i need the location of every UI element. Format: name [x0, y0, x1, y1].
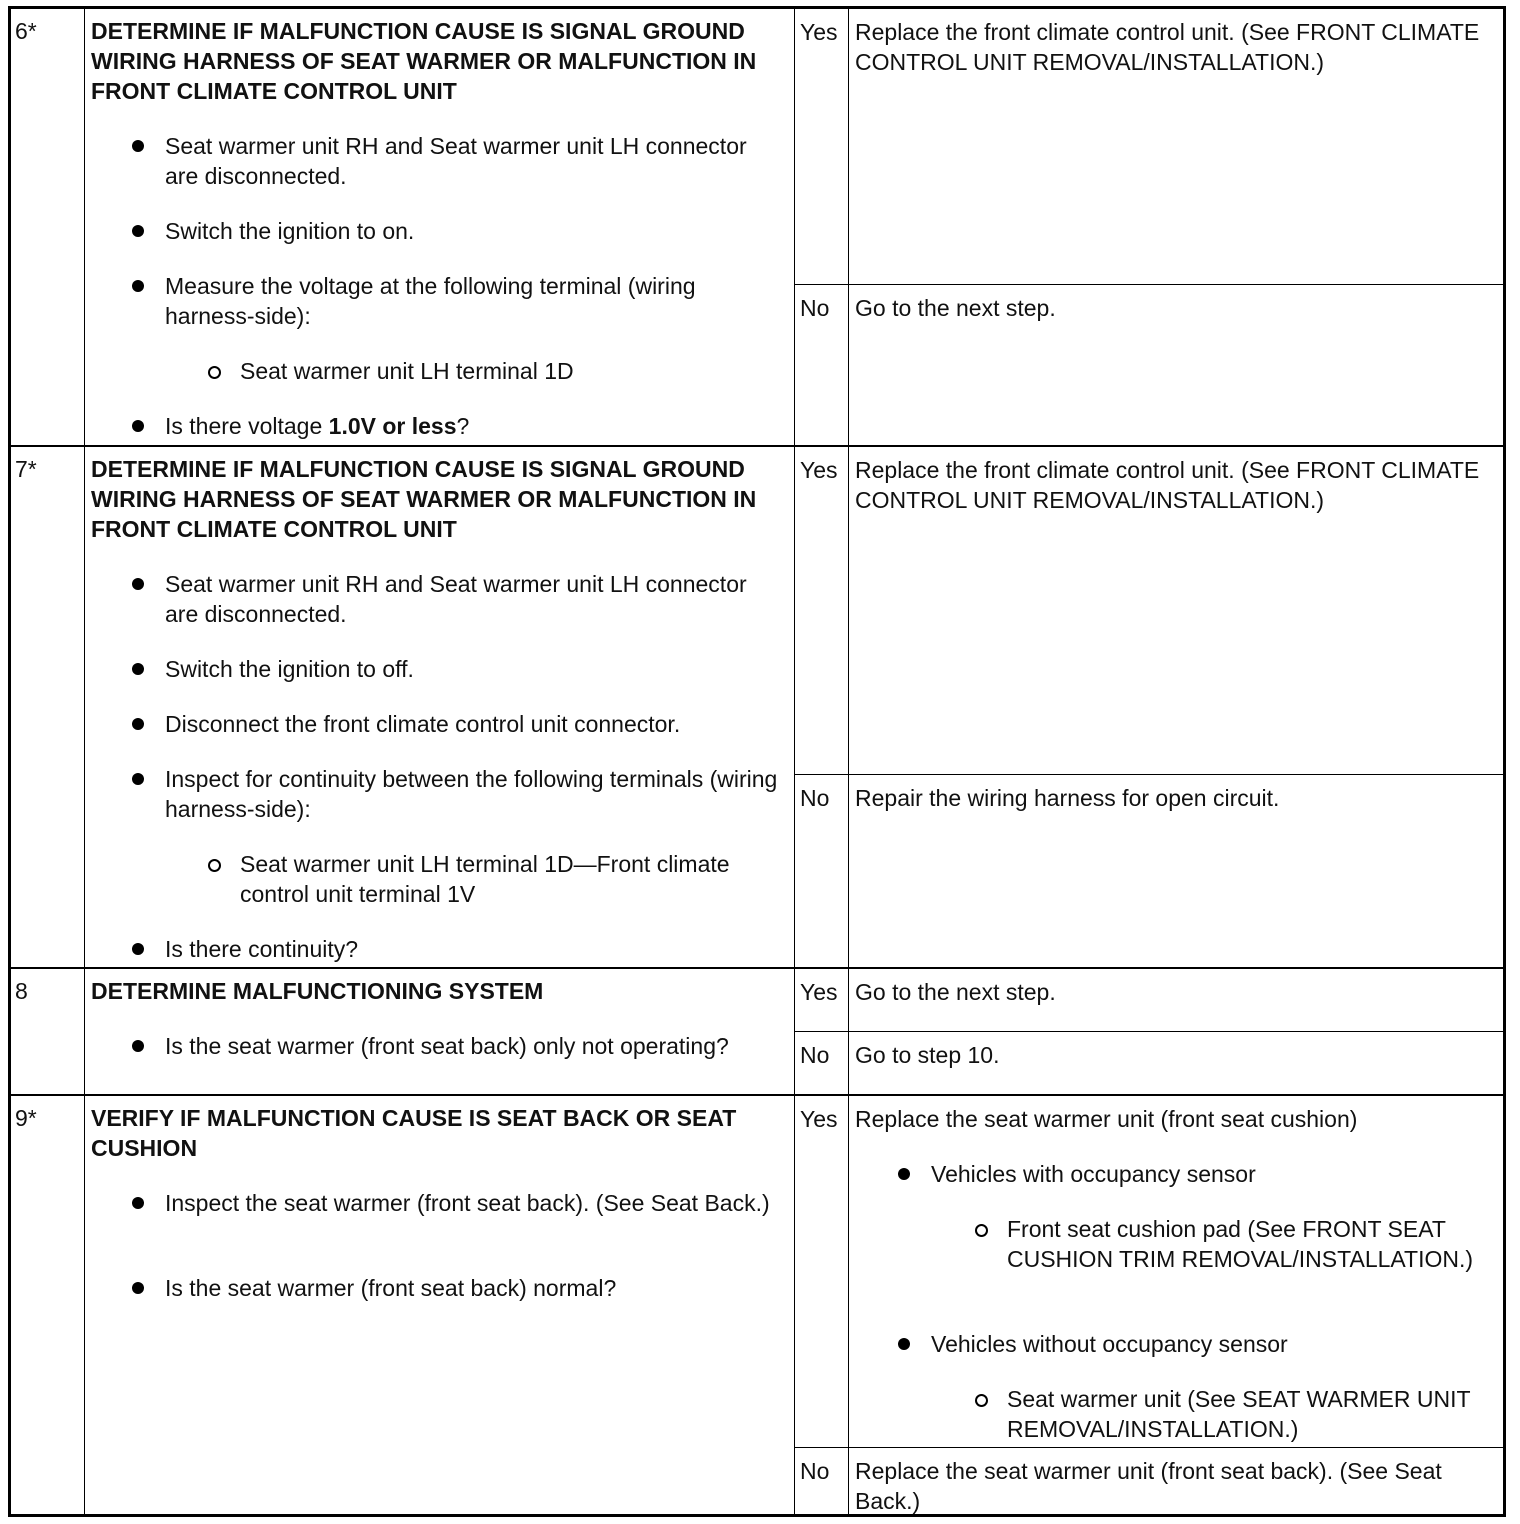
no-label: No [800, 785, 830, 811]
yes-label: Yes [800, 19, 838, 45]
step-heading: DETERMINE IF MALFUNCTION CAUSE IS SIGNAL GROUND WIRING HARNESS OF SEAT WARMER OR MALFUNCTION IN FRONT CLIMATE CONTROL UNIT [91, 18, 757, 104]
no-label: No [800, 1042, 830, 1068]
bullet-icon [132, 140, 144, 152]
action-cell [85, 969, 795, 1094]
step-row-7 [11, 447, 1503, 969]
list-item: Inspect the seat warmer (front seat back). (See Seat Back.) [165, 1188, 785, 1218]
bullet-icon [132, 280, 144, 292]
no-label: No [800, 295, 830, 321]
result-cell [795, 1096, 1503, 1514]
step-number: 9* [15, 1105, 37, 1131]
no-result [795, 1447, 1503, 1514]
yes-label: Yes [800, 1106, 838, 1132]
bullet-icon [132, 718, 144, 730]
question-item: Is the seat warmer (front seat back) normal? [165, 1273, 785, 1303]
result-cell [795, 9, 1503, 445]
action-cell [85, 447, 795, 967]
list-item: Seat warmer unit RH and Seat warmer unit LH connector are disconnected. [165, 569, 785, 629]
result-cell [795, 969, 1503, 1094]
step-row-9 [11, 1096, 1503, 1514]
bullet-icon [132, 943, 144, 955]
question-item: Is there voltage 1.0V or less? [165, 411, 785, 441]
yes-text: Replace the seat warmer unit (front seat cushion) [855, 1106, 1358, 1132]
question-item: Is the seat warmer (front seat back) only not operating? [165, 1031, 785, 1061]
step-heading: VERIFY IF MALFUNCTION CAUSE IS SEAT BACK OR SEAT CUSHION [91, 1105, 737, 1161]
sub-list-item: Seat warmer unit LH terminal 1D—Front climate control unit terminal 1V [240, 849, 800, 909]
bullet-icon [132, 578, 144, 590]
hollow-bullet-icon [975, 1394, 988, 1407]
bullet-icon [132, 1197, 144, 1209]
list-item: Vehicles with occupancy sensor [931, 1159, 1491, 1189]
bullet-icon [132, 1282, 144, 1294]
step-heading: DETERMINE IF MALFUNCTION CAUSE IS SIGNAL GROUND WIRING HARNESS OF SEAT WARMER OR MALFUNCTION IN FRONT CLIMATE CONTROL UNIT [91, 456, 757, 542]
step-row-6 [11, 9, 1503, 447]
no-label: No [800, 1458, 830, 1484]
list-item: Disconnect the front climate control unit connector. [165, 709, 785, 739]
diagnostic-procedure-table [8, 6, 1506, 1517]
bullet-icon [132, 420, 144, 432]
action-cell [85, 9, 795, 445]
bullet-icon [132, 225, 144, 237]
list-item: Switch the ignition to off. [165, 654, 785, 684]
step-row-8 [11, 969, 1503, 1096]
step-number: 7* [15, 456, 37, 482]
bullet-icon [132, 773, 144, 785]
bullet-icon [898, 1168, 910, 1180]
yes-result [795, 447, 1503, 774]
list-item: Switch the ignition to on. [165, 216, 785, 246]
list-item: Vehicles without occupancy sensor [931, 1329, 1491, 1359]
bullet-icon [132, 1040, 144, 1052]
list-item: Seat warmer unit RH and Seat warmer unit LH connector are disconnected. [165, 131, 785, 191]
step-number: 6* [15, 18, 37, 44]
yes-result [795, 9, 1503, 284]
list-item: Inspect for continuity between the following terminals (wiring harness-side): [165, 764, 785, 824]
question-item: Is there continuity? [165, 934, 785, 964]
yes-label: Yes [800, 979, 838, 1005]
bullet-icon [898, 1338, 910, 1350]
no-result [795, 774, 1503, 967]
no-result [795, 284, 1503, 445]
list-item: Measure the voltage at the following terminal (wiring harness-side): [165, 271, 785, 331]
yes-result [795, 969, 1503, 1031]
hollow-bullet-icon [975, 1224, 988, 1237]
no-result [795, 1031, 1503, 1094]
no-text: Go to the next step. [855, 295, 1056, 321]
yes-text: Go to the next step. [855, 979, 1056, 1005]
result-cell [795, 447, 1503, 967]
hollow-bullet-icon [208, 859, 221, 872]
hollow-bullet-icon [208, 366, 221, 379]
bullet-icon [132, 663, 144, 675]
no-text: Replace the seat warmer unit (front seat back). (See Seat Back.) [855, 1458, 1442, 1514]
yes-label: Yes [800, 457, 838, 483]
step-number: 8 [15, 978, 28, 1004]
no-text: Repair the wiring harness for open circuit. [855, 785, 1280, 811]
sub-list-item: Seat warmer unit (See SEAT WARMER UNIT REMOVAL/INSTALLATION.) [1007, 1384, 1487, 1444]
no-text: Go to step 10. [855, 1042, 1000, 1068]
step-heading: DETERMINE MALFUNCTIONING SYSTEM [91, 978, 544, 1004]
sub-list-item: Front seat cushion pad (See FRONT SEAT CUSHION TRIM REMOVAL/INSTALLATION.) [1007, 1214, 1487, 1274]
yes-text: Replace the front climate control unit. (See FRONT CLIMATE CONTROL UNIT REMOVAL/INSTALLATION.) [855, 19, 1480, 75]
yes-text: Replace the front climate control unit. (See FRONT CLIMATE CONTROL UNIT REMOVAL/INSTALLATION.) [855, 457, 1480, 513]
action-cell [85, 1096, 795, 1514]
sub-list-item: Seat warmer unit LH terminal 1D [240, 356, 800, 386]
yes-result [795, 1096, 1503, 1447]
